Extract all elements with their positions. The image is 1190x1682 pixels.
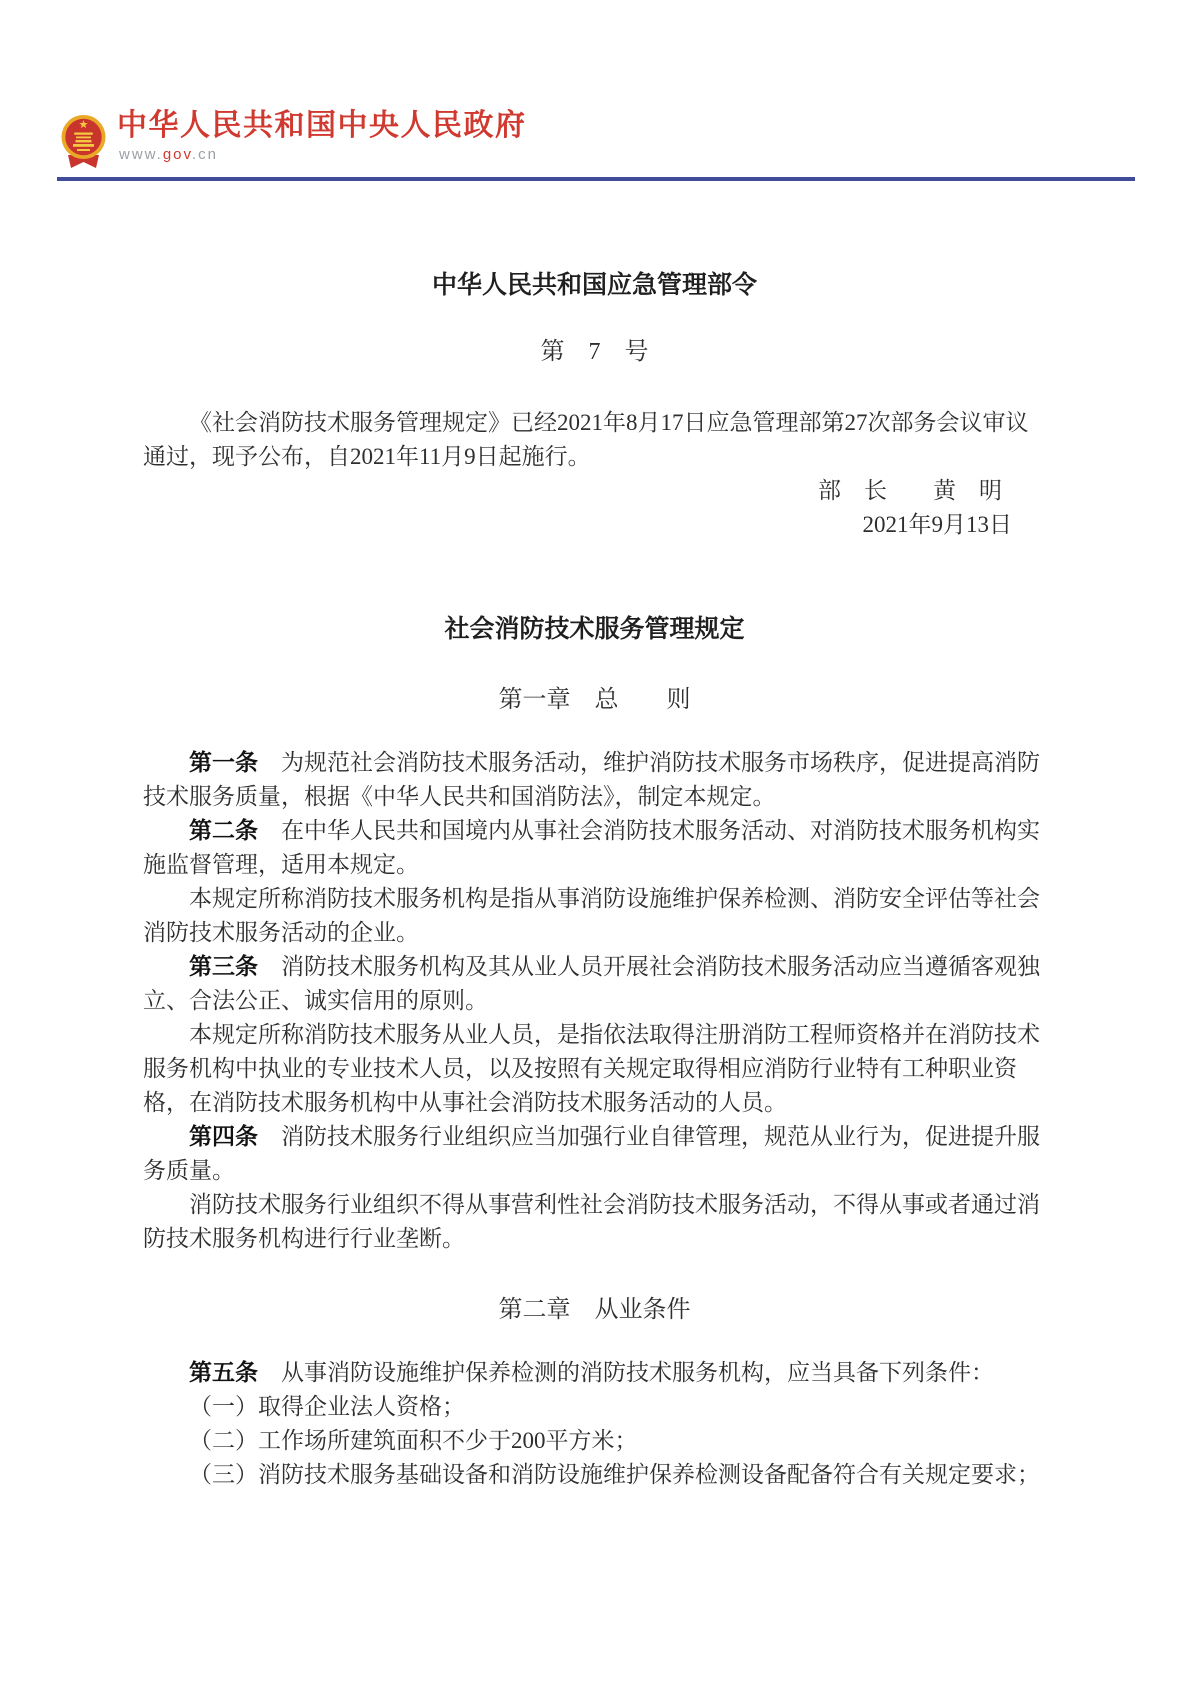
body-paragraph: （三）消防技术服务基础设备和消防设施维护保养检测设备配备符合有关规定要求； <box>189 1462 1040 1487</box>
article-paragraph: 第二条 在中华人民共和国境内从事社会消防技术服务活动、对消防技术服务机构实施监督管理，适用本规定。 <box>143 818 1040 877</box>
document-body <box>143 181 1046 1492</box>
order-number: 第 7 号 <box>540 339 649 365</box>
article-paragraph: 第三条 消防技术服务机构及其从业人员开展社会消防技术服务活动应当遵循客观独立、合法公正、诚实信用的原则。 <box>143 954 1040 1013</box>
order-title: 中华人民共和国应急管理部令 <box>431 272 757 299</box>
regulation-title: 社会消防技术服务管理规定 <box>444 616 745 643</box>
header-divider <box>57 177 1135 181</box>
site-title[interactable]: 中华人民共和国中央人民政府 <box>117 109 527 142</box>
site-url-gov: gov <box>162 146 192 163</box>
regulation-text <box>143 684 1046 1492</box>
site-header <box>0 0 1190 181</box>
article-number: 第五条 <box>189 1360 258 1385</box>
preamble-paragraph: 《社会消防技术服务管理规定》已经2021年8月17日应急管理部第27次部务会议审议通过，现予公布，自2021年11月9日起施行。 <box>143 410 1029 469</box>
signer-line: 部 长 黄 明 <box>818 478 1002 503</box>
chapter-heading: 第一章 总 则 <box>498 687 691 713</box>
sign-date-line: 2021年9月13日 <box>862 512 1012 537</box>
body-paragraph: （二）工作场所建筑面积不少于200平方米； <box>189 1428 638 1453</box>
body-paragraph: 消防技术服务行业组织不得从事营利性社会消防技术服务活动，不得从事或者通过消防技术服务机构进行行业垄断。 <box>143 1192 1040 1251</box>
article-number: 第三条 <box>189 954 258 979</box>
body-paragraph: 本规定所称消防技术服务机构是指从事消防设施维护保养检测、消防安全评估等社会消防技术服务活动的企业。 <box>143 886 1040 945</box>
article-paragraph: 第一条 为规范社会消防技术服务活动，维护消防技术服务市场秩序，促进提高消防技术服务质量，根据《中华人民共和国消防法》，制定本规定。 <box>143 750 1040 809</box>
article-paragraph: 第四条 消防技术服务行业组织应当加强行业自律管理，规范从业行为，促进提升服务质量。 <box>143 1124 1040 1183</box>
article-number: 第一条 <box>189 750 258 775</box>
body-paragraph: 本规定所称消防技术服务从业人员，是指依法取得注册消防工程师资格并在消防技术服务机构中执业的专业技术人员，以及按照有关规定取得相应消防行业特有工种职业资格，在消防技术服务机构中从事社会消防技术服务活动的人员。 <box>143 1022 1040 1115</box>
site-url-www: www. <box>119 146 163 163</box>
site-url-cn: .cn <box>191 146 218 163</box>
article-number: 第四条 <box>189 1124 258 1149</box>
body-paragraph: （一）取得企业法人资格； <box>189 1394 465 1419</box>
site-url[interactable] <box>119 146 218 163</box>
china-national-emblem-icon[interactable] <box>60 111 107 170</box>
chapter-heading: 第二章 从业条件 <box>498 1297 691 1323</box>
article-paragraph: 第五条 从事消防设施维护保养检测的消防技术服务机构，应当具备下列条件： <box>189 1360 994 1385</box>
article-number: 第二条 <box>189 818 258 843</box>
